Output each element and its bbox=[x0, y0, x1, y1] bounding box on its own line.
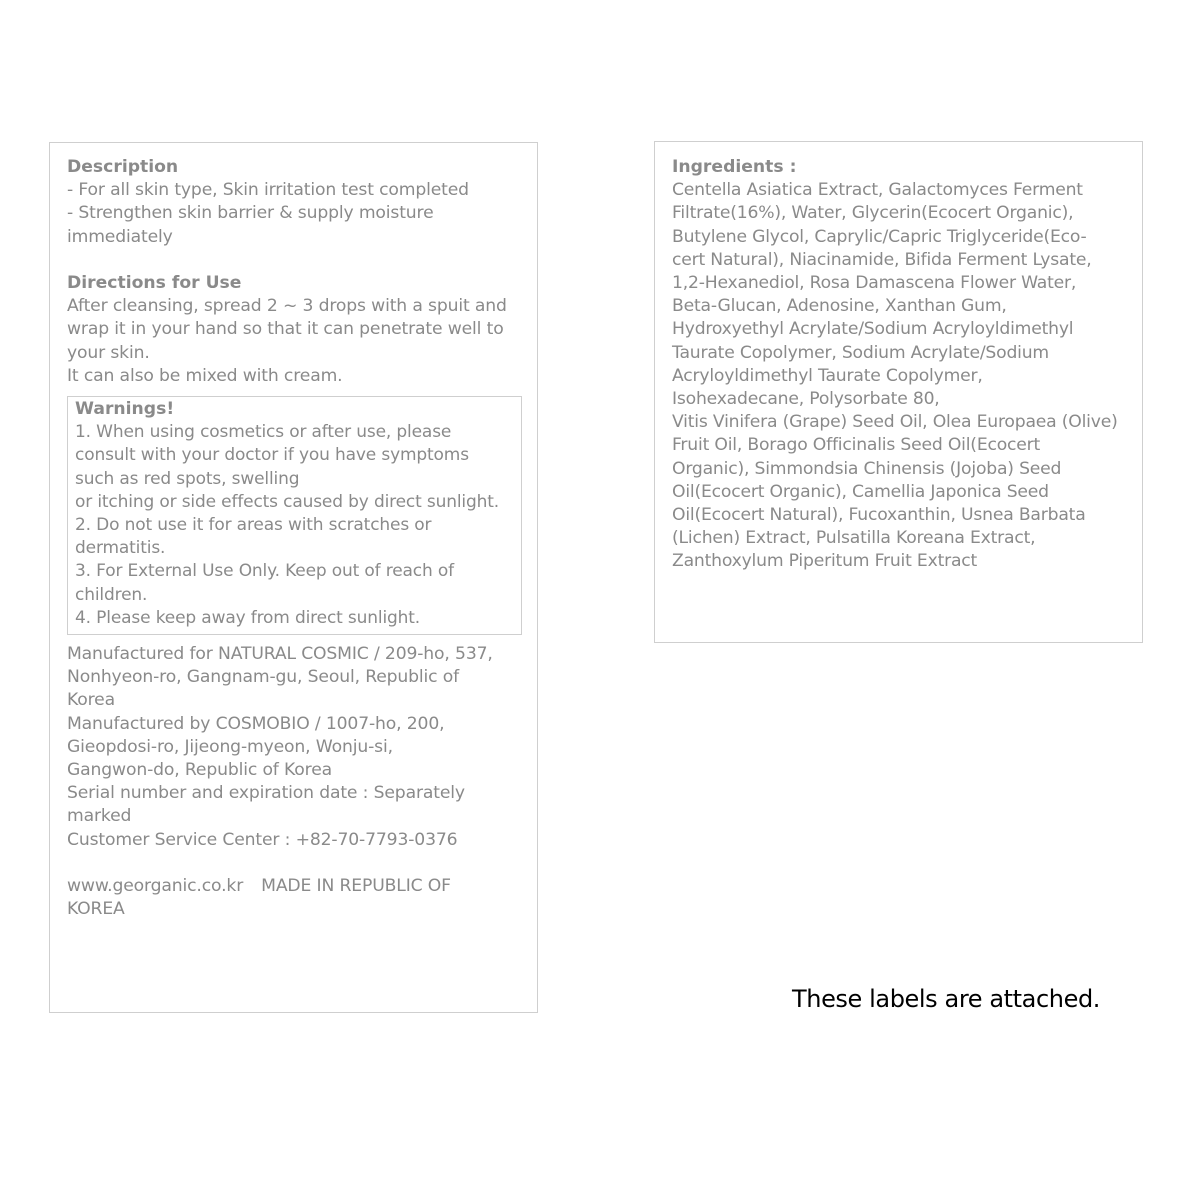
directions-text: After cleansing, spread 2 ~ 3 drops with a spuit and wrap it in your hand so that it can penetrate well to your skin. It can also be mixed with cream. bbox=[67, 296, 507, 386]
ingredients-label bbox=[654, 141, 1143, 643]
warnings-heading: Warnings! bbox=[75, 399, 175, 420]
description-heading: Description bbox=[67, 157, 179, 177]
origin-text-continued: KOREA bbox=[67, 899, 125, 920]
spacer bbox=[67, 852, 520, 875]
website-origin-row bbox=[67, 875, 520, 898]
manufacturer-text: Manufactured for NATURAL COSMIC / 209-ho, 537, Nonhyeon-ro, Gangnam-gu, Seoul, Republic of Korea Manufactured by COSMOBIO / 1007-ho, 200, Gieopdosi-ro, Jijeong-myeon, Wonju-si, Gangwon-do, Republic of Korea Serial number and expiration date : Separately marked Customer Service Center : +82-70-7793-0376 bbox=[67, 644, 493, 850]
website-text: www.georganic.co.kr bbox=[67, 876, 244, 897]
origin-text: MADE IN REPUBLIC OF bbox=[261, 876, 451, 897]
directions-heading: Directions for Use bbox=[67, 273, 242, 293]
labels-attached-note: These labels are attached. bbox=[792, 985, 1101, 1013]
spacer bbox=[67, 249, 520, 272]
product-info-label bbox=[49, 142, 538, 1013]
ingredients-text: Centella Asiatica Extract, Galactomyces Ferment Filtrate(16%), Water, Glycerin(Ecocert Organic), Butylene Glycol, Caprylic/Capric Triglyceride(Eco- cert Natural), Niacinamide, Bifida Ferment Lysate, 1,2-Hexanediol, Rosa Damascena Flower Water, Beta-Glucan, Adenosine, Xanthan Gum, Hydroxyethyl Acrylate/Sodium Acryloyldimethyl Taurate Copolymer, Sodium Acrylate/Sodium Acryloyldimethyl Taurate Copolymer, Isohexadecane, Polysorbate 80, Vitis Vinifera (Grape) Seed Oil, Olea Europaea (Olive) Fruit Oil, Borago Officinalis Seed Oil(Ecocert Organic), Simmondsia Chinensis (Jojoba) Seed Oil(Ecocert Organic), Camellia Japonica Seed Oil(Ecocert Natural), Fucoxanthin, Usnea Barbata (Lichen) Extract, Pulsatilla Koreana Extract, Zanthoxylum Piperitum Fruit Extract bbox=[672, 180, 1118, 572]
warnings-text: 1. When using cosmetics or after use, please consult with your doctor if you have symptoms such as red spots, swelling or itching or side effects caused by direct sunlight. 2. Do not use it for areas with scratches or dermatitis. 3. For External Use Only. Keep out of reach of children. 4. Please keep away from direct sunlight. bbox=[75, 422, 500, 628]
description-text: - For all skin type, Skin irritation test completed - Strengthen skin barrier & supply moisture immediately bbox=[67, 180, 469, 247]
warnings-box bbox=[67, 396, 522, 635]
ingredients-heading: Ingredients : bbox=[672, 157, 797, 177]
